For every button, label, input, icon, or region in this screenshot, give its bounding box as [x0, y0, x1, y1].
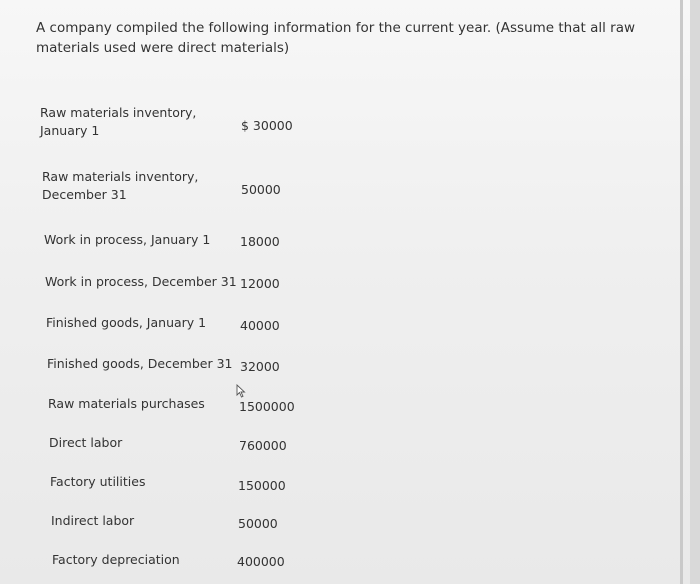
row-value-raw-materials-purchases: 1500000: [239, 399, 295, 414]
problem-intro: A company compiled the following information for the current year. (Assume that all raw materials used were direct materials): [36, 20, 636, 56]
row-label-raw-materials-jan1: Raw materials inventory, January 1: [40, 105, 197, 138]
row-value-raw-materials-dec31: 50000: [241, 182, 281, 197]
row-label-wip-jan1: Work in process, January 1: [44, 232, 211, 247]
row-value-finished-goods-jan1: 40000: [240, 318, 280, 333]
page-edge: [680, 0, 683, 584]
row-value-wip-dec31: 12000: [240, 276, 280, 291]
row-value-finished-goods-dec31: 32000: [240, 359, 280, 374]
row-label-indirect-labor: Indirect labor: [51, 513, 135, 528]
row-label-finished-goods-jan1: Finished goods, January 1: [46, 315, 207, 330]
row-value-indirect-labor: 50000: [238, 516, 278, 531]
mouse-pointer-icon: [236, 384, 246, 398]
row-label-factory-utilities: Factory utilities: [50, 474, 146, 489]
row-label-factory-depreciation: Factory depreciation: [52, 552, 180, 567]
row-value-raw-materials-jan1: $ 30000: [241, 118, 293, 133]
row-value-wip-jan1: 18000: [240, 234, 280, 249]
row-value-direct-labor: 760000: [239, 438, 287, 453]
row-label-wip-dec31: Work in process, December 31: [45, 274, 237, 289]
row-value-factory-utilities: 150000: [238, 478, 286, 493]
row-value-factory-depreciation: 400000: [237, 554, 285, 569]
row-label-raw-materials-dec31: Raw materials inventory, December 31: [42, 169, 199, 202]
row-label-raw-materials-purchases: Raw materials purchases: [48, 396, 205, 411]
row-label-direct-labor: Direct labor: [49, 435, 123, 450]
row-label-finished-goods-dec31: Finished goods, December 31: [47, 356, 233, 371]
